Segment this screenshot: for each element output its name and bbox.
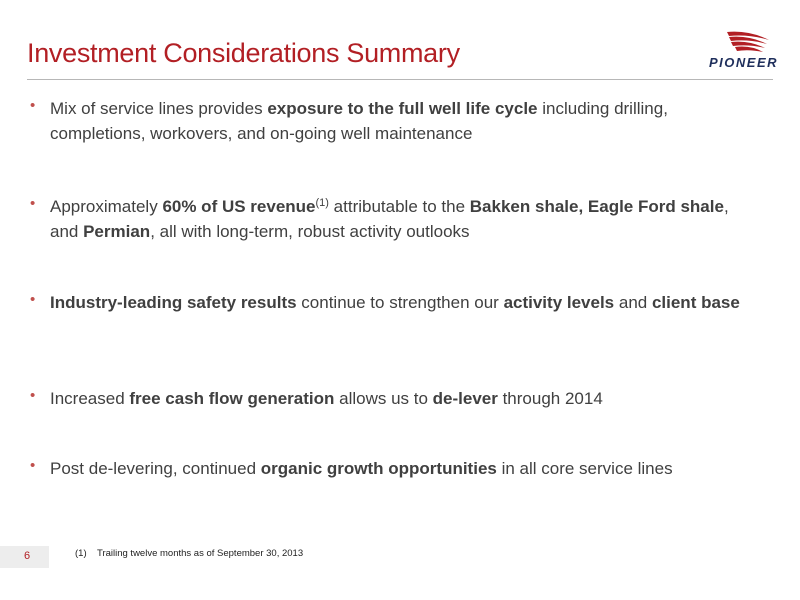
page-number-box: [0, 546, 49, 568]
footnote-ref: (1): [315, 197, 329, 209]
bullet-text: Increased free cash flow generation allows us to de-lever through 2014: [50, 389, 603, 408]
footnote: [75, 548, 303, 559]
footnote-text: Trailing twelve months as of September 30, 2013: [97, 548, 304, 559]
swoosh-icon: [725, 28, 771, 56]
bullet-text: Post de-levering, continued organic growth opportunities in all core service lines: [50, 459, 673, 478]
title-divider: [27, 79, 773, 80]
logo-text: PIONEER: [708, 55, 778, 70]
page-number: 6: [24, 550, 31, 562]
bullet-dot-icon: •: [30, 291, 36, 308]
slide-title: Investment Considerations Summary: [27, 38, 460, 68]
pioneer-logo: [668, 28, 778, 74]
footnote-mark: (1): [75, 548, 87, 559]
bullet-dot-icon: •: [30, 457, 36, 474]
bullet-text: Industry-leading safety results continue to strengthen our activity levels and client base: [50, 293, 740, 312]
bullet-text: Mix of service lines provides exposure to the full well life cycle including drilling, completions, workovers, and on-going well maintenance: [50, 99, 668, 143]
bullet-dot-icon: •: [30, 195, 36, 212]
bullet-dot-icon: •: [30, 97, 36, 114]
bullet-text: Approximately 60% of US revenue$^{(1)}$ attributable to the Bakken shale, Eagle Ford shale, and Permian, all with long-term, robust activity outlooks: [50, 197, 729, 241]
bullet-dot-icon: •: [30, 387, 36, 404]
